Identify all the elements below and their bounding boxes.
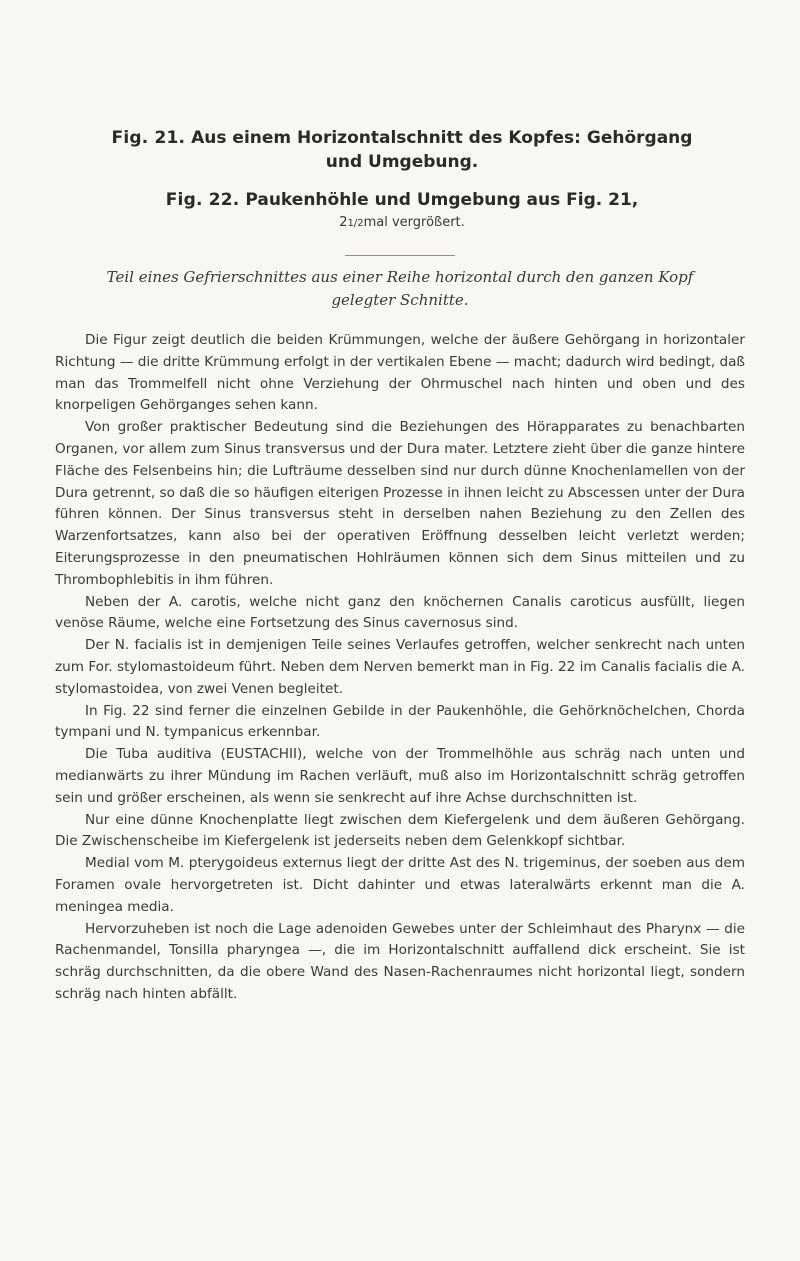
- magnification-whole: 2: [339, 215, 348, 230]
- separator-rule: [345, 255, 455, 256]
- paragraph: Hervorzuheben ist noch die Lage adenoiden Gewebes unter der Schleimhaut des Pharynx — die Rachenmandel, Tonsilla pharyngea —, die im Horizontalschnitt auffallend dick erscheint. Sie ist schräg durchschnitten, da die obere Wand des Nasen-Rachenraumes nicht horizontal liegt, sondern schräg nach hinten abfällt.: [55, 920, 745, 1002]
- subtitle-line1: Teil eines Gefrierschnittes aus einer Reihe horizontal durch den ganzen Kopf: [106, 268, 694, 286]
- paragraph: Medial vom M. pterygoideus externus liegt der dritte Ast des N. trigeminus, der soeben aus dem Foramen ovale hervorgetreten ist. Dicht dahinter und etwas lateralwärts erkennt man die A. meningea media.: [55, 855, 745, 915]
- magnification-text: mal vergrößert.: [363, 215, 465, 230]
- figure-22-magnification: [52, 214, 752, 233]
- figure-22-title-line1: Paukenhöhle und Umgebung aus Fig. 21,: [245, 190, 639, 210]
- figure-21-label: Fig. 21.: [111, 128, 186, 148]
- paragraph: Der N. facialis ist in demjenigen Teile seines Verlaufes getroffen, welcher senkrecht nach unten zum For. stylomastoideum führt. Neben dem Nerven bemerkt man in Fig. 22 im Canalis facialis die A. stylomastoidea, von zwei Venen begleitet.: [55, 637, 745, 697]
- paragraph: Die Figur zeigt deutlich die beiden Krümmungen, welche der äußere Gehörgang in horizontaler Richtung — die dritte Krümmung erfolgt in der vertikalen Ebene — macht; dadurch wird bedingt, daß man das Trommelfell nicht ohne Verziehung der Ohrmuschel nach hinten und oben und des knorpeligen Gehörganges sehen kann.: [55, 332, 745, 414]
- figure-21-title-line1: Aus einem Horizontalschnitt des Kopfes: Gehörgang: [191, 128, 693, 148]
- paragraph: Von großer praktischer Bedeutung sind die Beziehungen des Hörapparates zu benachbarten Organen, vor allem zum Sinus transversus und der Dura mater. Letztere zieht über die ganze hintere Fläche des Felsenbeins hin; die Lufträume desselben sind nur durch dünne Knochenlamellen von der Dura getrennt, so daß die so häufigen eiterigen Prozesse in ihnen leicht zu Abscessen unter der Dura führen können. Der Sinus transversus steht in derselben nahen Beziehung zu den Zellen des Warzenfortsatzes, kann also bei der operativen Eröffnung desselben leicht verletzt werden; Eiterungsprozesse in den pneumatischen Hohlräumen können sich dem Sinus mitteilen und zu Thrombophlebitis in ihm führen.: [55, 419, 745, 588]
- body-text: [55, 330, 745, 1006]
- figure-21-title-line2: und Umgebung.: [325, 152, 479, 172]
- magnification-fraction: 1/2: [347, 218, 364, 229]
- figure-22-caption: [52, 188, 752, 212]
- paragraph: Die Tuba auditiva (EUSTACHII), welche von der Trommelhöhle aus schräg nach unten und medianwärts zu ihrer Mündung im Rachen verläuft, muß also im Horizontalschnitt schräg getroffen sein und größer erscheinen, als wenn sie senkrecht auf ihre Achse durchschnitten ist.: [55, 746, 745, 806]
- paragraph: In Fig. 22 sind ferner die einzelnen Gebilde in der Paukenhöhle, die Gehörknöchelchen, Chorda tympani und N. tympanicus erkennbar.: [55, 702, 745, 741]
- figure-22-label: Fig. 22.: [165, 190, 240, 210]
- paragraph: Neben der A. carotis, welche nicht ganz den knöchernen Canalis caroticus ausfüllt, liegen venöse Räume, welche eine Fortsetzung des Sinus cavernosus sind.: [55, 593, 745, 632]
- subtitle-line2: gelegter Schnitte.: [331, 291, 469, 309]
- figure-21-caption: [52, 126, 752, 174]
- paragraph: Nur eine dünne Knochenplatte liegt zwischen dem Kiefergelenk und dem äußeren Gehörgang. Die Zwischenscheibe im Kiefergelenk ist jederseits neben dem Gelenkkopf sichtbar.: [55, 811, 745, 850]
- section-subtitle: [55, 266, 745, 312]
